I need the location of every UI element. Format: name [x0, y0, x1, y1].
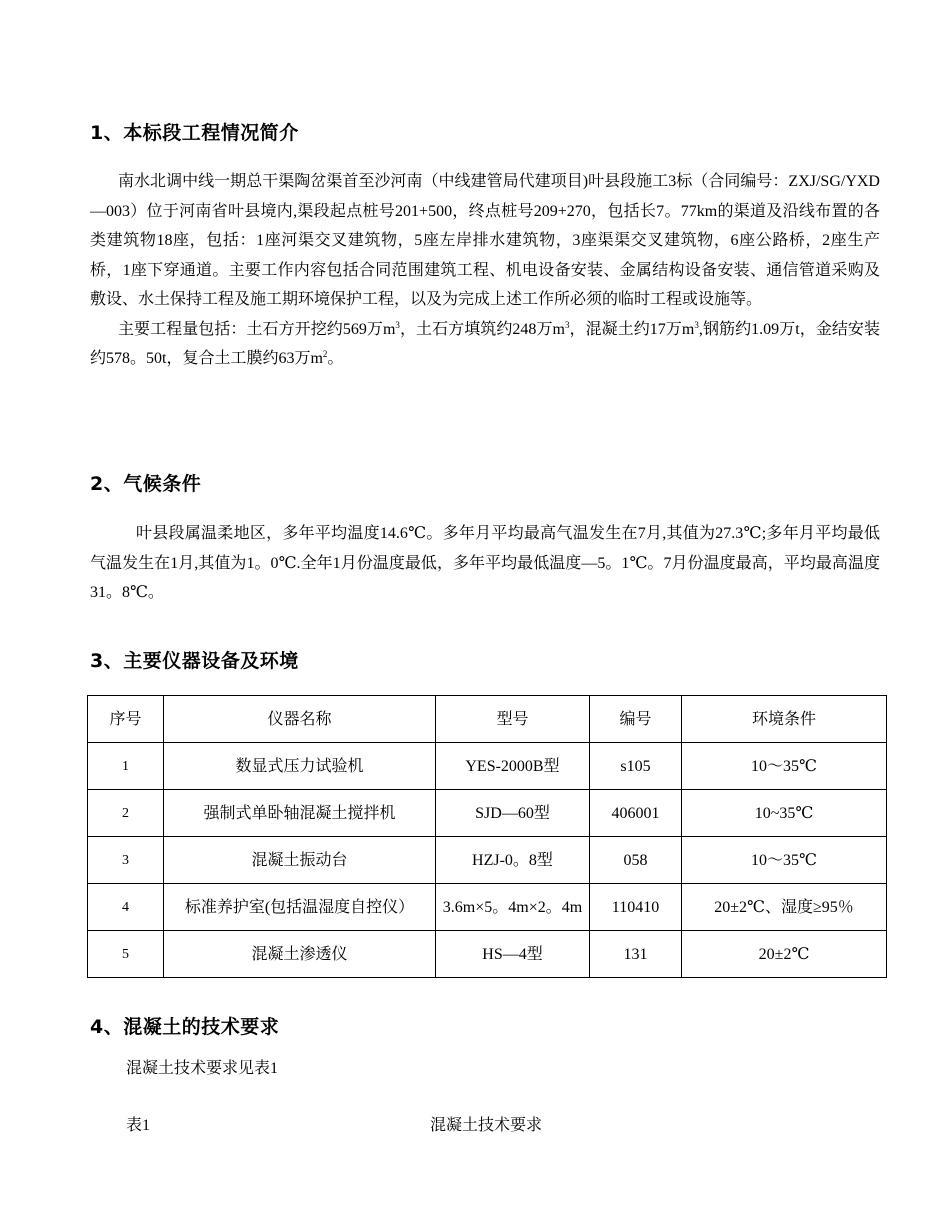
superscript: 3 — [395, 319, 400, 330]
table-cell: 5 — [88, 931, 164, 978]
table-label: 表1 — [126, 1117, 151, 1134]
table-cell: 10~35℃ — [682, 790, 887, 837]
quantity-text-c: ，混凝土约17万m — [569, 320, 695, 338]
header-cell: 型号 — [436, 696, 590, 743]
table-cell: 406001 — [590, 790, 682, 837]
table-cell: 数显式压力试验机 — [164, 743, 436, 790]
section-2-heading: 2、气候条件 — [90, 473, 202, 495]
quantity-text-d: ,钢筋约1.09万t，金结安装约578。50t，复合土工膜约63万m — [90, 320, 880, 367]
table-row — [88, 790, 887, 837]
quantity-text-b: ，土石方填筑约248万m — [399, 320, 565, 338]
header-cell: 序号 — [88, 696, 164, 743]
section-1-paragraph-2 — [90, 315, 880, 374]
table-cell: 3.6m×5。4m×2。4m — [436, 884, 590, 931]
table-cell: s105 — [590, 743, 682, 790]
table-cell: 标准养护室(包括温湿度自控仪） — [164, 884, 436, 931]
table-header-row — [88, 696, 887, 743]
section-2-paragraph: 叶县段属温柔地区，多年平均温度14.6℃。多年月平均最高气温发生在7月,其值为27.3℃;多年月平均最低气温发生在1月,其值为1。0℃.全年1月份温度最低，多年平均最低温度—5。1℃。7月份温度最高，平均最高温度31。8℃。 — [90, 525, 880, 601]
table-row — [88, 743, 887, 790]
section-4-heading: 4、混凝土的技术要求 — [90, 1016, 280, 1038]
table-cell: 2 — [88, 790, 164, 837]
table-row — [88, 931, 887, 978]
table-cell: 混凝土渗透仪 — [164, 931, 436, 978]
section-1-body — [90, 167, 880, 374]
table-cell: 10～35℃ — [682, 837, 887, 884]
table-cell: YES-2000B型 — [436, 743, 590, 790]
table-cell: 131 — [590, 931, 682, 978]
table-cell: 1 — [88, 743, 164, 790]
superscript: 2 — [322, 349, 328, 359]
table-row — [88, 837, 887, 884]
header-cell: 环境条件 — [682, 696, 887, 743]
table-cell: HZJ-0。8型 — [436, 837, 590, 884]
equipment-table — [87, 695, 887, 978]
table-title: 混凝土技术要求 — [430, 1117, 543, 1134]
superscript: 3 — [564, 319, 570, 330]
table-cell: 058 — [590, 837, 682, 884]
table-row — [88, 884, 887, 931]
section-3-heading: 3、主要仪器设备及环境 — [90, 650, 299, 672]
table-cell: 110410 — [590, 884, 682, 931]
header-cell: 仪器名称 — [164, 696, 436, 743]
table-cell: 10～35℃ — [682, 743, 887, 790]
superscript: 3 — [694, 319, 699, 330]
table-cell: 20±2℃ — [682, 931, 887, 978]
table-cell: SJD—60型 — [436, 790, 590, 837]
section-2-body — [90, 519, 880, 608]
section-1-paragraph-1: 南水北调中线一期总干渠陶岔渠首至沙河南（中线建管局代建项目)叶县段施工3标（合同编号：ZXJ/SG/YXD—003）位于河南省叶县境内,渠段起点桩号201+500，终点桩号209+270，包括长7。77km的渠道及沿线布置的各类建筑物18座，包括：1座河渠交叉建筑物，5座左岸排水建筑物，3座渠渠交叉建筑物，6座公路桥，2座生产桥，1座下穿通道。主要工作内容包括合同范围建筑工程、机电设备安装、金属结构设备安装、通信管道采购及敷设、水土保持工程及施工期环境保护工程，以及为完成上述工作所必须的临时工程或设施等。 — [90, 173, 880, 308]
table-cell: HS—4型 — [436, 931, 590, 978]
table-cell: 强制式单卧轴混凝土搅拌机 — [164, 790, 436, 837]
table-cell: 3 — [88, 837, 164, 884]
quantity-text-a: 主要工程量包括：土石方开挖约569万m — [118, 320, 396, 338]
table-cell: 混凝土振动台 — [164, 837, 436, 884]
section-1-heading: 1、本标段工程情况简介 — [90, 122, 299, 144]
table-cell: 20±2℃、湿度≥95％ — [682, 884, 887, 931]
table-cell: 4 — [88, 884, 164, 931]
section-4-paragraph: 混凝土技术要求见表1 — [126, 1060, 279, 1077]
quantity-text-e: 。 — [327, 350, 344, 367]
header-cell: 编号 — [590, 696, 682, 743]
